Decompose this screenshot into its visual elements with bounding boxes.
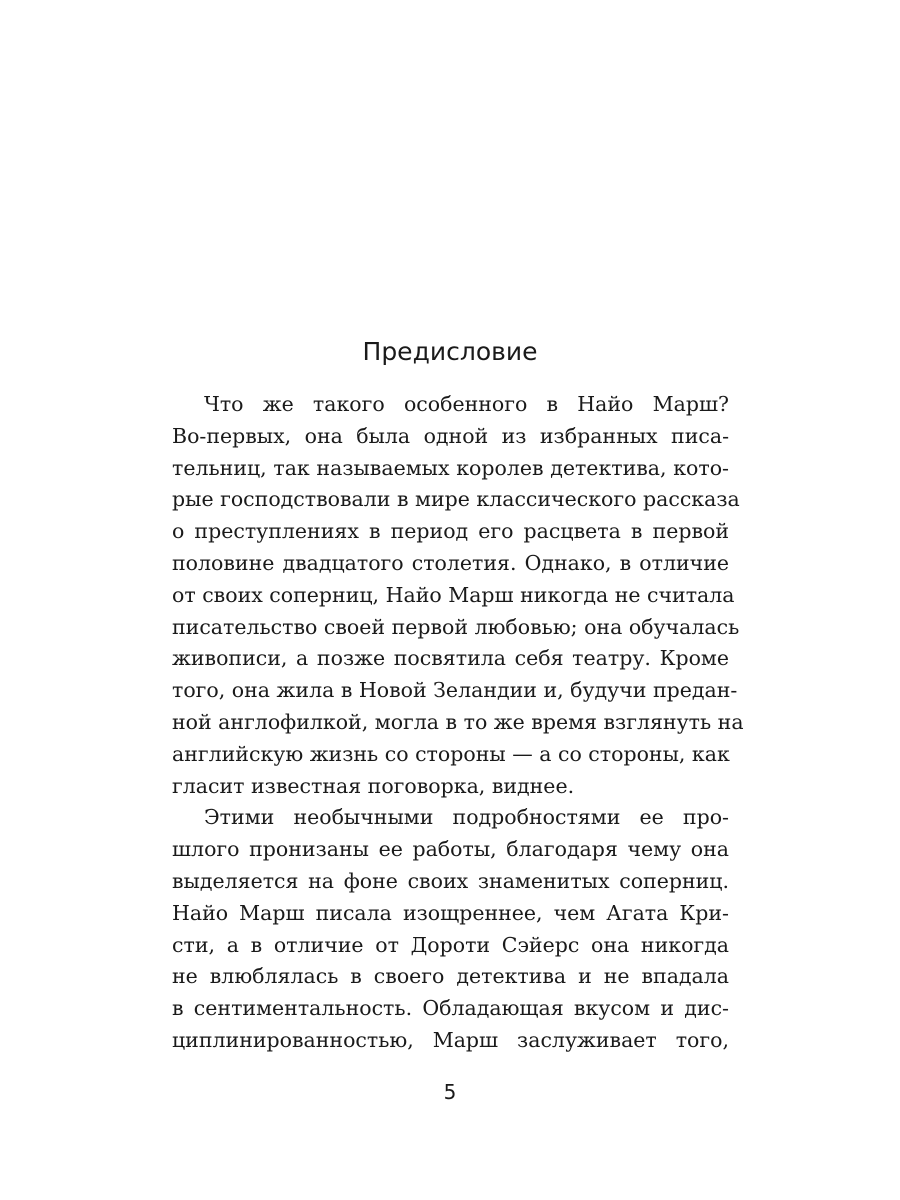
text-line: Что же такого особенного в Найо Марш? [204, 392, 729, 416]
body-text [172, 389, 744, 1057]
text-line: о преступлениях в период его расцвета в первой [172, 519, 729, 544]
text-line: тельниц, так называемых королев детектива, кото- [172, 455, 729, 480]
paragraph-2 [172, 802, 729, 1056]
text-line: Найо Марш писала изощреннее, чем Агата Кри- [172, 900, 729, 925]
text-line: половине двадцатого столетия. Однако, в отличие [172, 550, 729, 575]
text-line: от своих соперниц, Найо Марш никогда не считала [172, 582, 735, 607]
text-line: английскую жизнь со стороны — а со стороны, как [172, 741, 730, 766]
text-line: шлого пронизаны ее работы, благодаря чему она [172, 837, 729, 862]
paragraph-1 [172, 389, 744, 802]
text-line: сти, а в отличие от Дороти Сэйерс она никогда [172, 932, 729, 957]
text-line: ной англофилкой, могла в то же время взглянуть на [172, 709, 744, 734]
text-line: рые господствовали в мире классического рассказа [172, 487, 740, 512]
text-line: Во-первых, она была одной из избранных писа- [172, 423, 729, 448]
page-number: 5 [443, 1080, 457, 1104]
text-line: гласит известная поговорка, виднее. [172, 773, 575, 798]
text-line: циплинированностью, Марш заслуживает того, [172, 1027, 729, 1052]
text-line: того, она жила в Новой Зеландии и, будучи предан- [172, 678, 738, 703]
text-line: выделяется на фоне своих знаменитых соперниц. [172, 868, 729, 893]
text-line: в сентиментальность. Обладающая вкусом и дис- [172, 996, 729, 1021]
text-line: не влюблялась в своего детектива и не впадала [172, 964, 729, 989]
text-line: Этими необычными подробностями ее про- [204, 805, 729, 830]
text-line: живописи, а позже посвятила себя театру. Кроме [172, 646, 729, 671]
text-line: писательство своей первой любовью; она обучалась [172, 614, 740, 639]
page-title: Предисловие [362, 337, 538, 366]
